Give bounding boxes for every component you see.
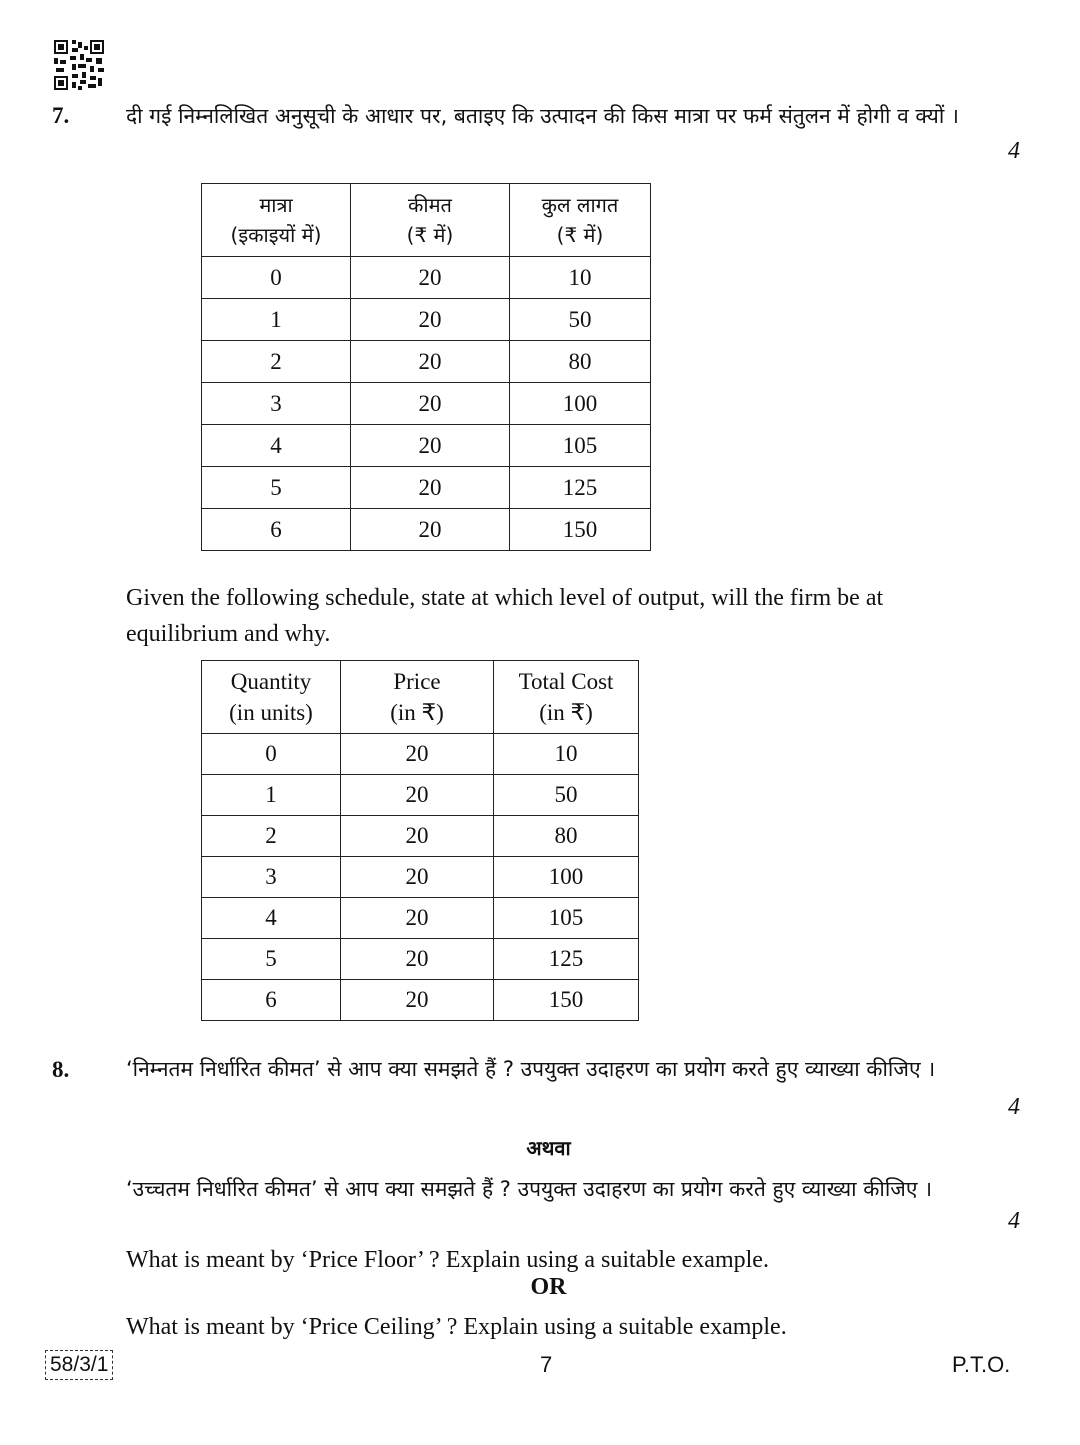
table-cell: 105 <box>494 898 639 939</box>
table-cell: 20 <box>351 257 510 299</box>
table-row <box>202 509 651 551</box>
or-separator-hindi: अथवा <box>526 1136 571 1160</box>
table-cell: 2 <box>202 816 341 857</box>
table-row <box>202 857 639 898</box>
question-7-hindi-text: दी गई निम्नलिखित अनुसूची के आधार पर, बताइए कि उत्पादन की किस मात्रा पर फर्म संतुलन में होगी व क्यों । <box>126 104 959 128</box>
table-cell: 5 <box>202 939 341 980</box>
table-cell: 150 <box>510 509 651 551</box>
table-cell: 80 <box>510 341 651 383</box>
table-header-cell: Price (in ₹) <box>341 661 494 734</box>
table-cell: 20 <box>341 980 494 1021</box>
question-8-english-alternative-text: What is meant by ‘Price Ceiling’ ? Explain using a suitable example. <box>126 1314 787 1340</box>
schedule-table-hindi <box>201 183 651 551</box>
table-row <box>202 775 639 816</box>
table-cell: 6 <box>202 509 351 551</box>
table-row <box>202 467 651 509</box>
table-header-cell: कीमत (₹ में) <box>351 184 510 257</box>
table-cell: 50 <box>510 299 651 341</box>
table-cell: 1 <box>202 775 341 816</box>
table-cell: 5 <box>202 467 351 509</box>
table-cell: 125 <box>494 939 639 980</box>
table-cell: 100 <box>510 383 651 425</box>
question-7-english-text: Given the following schedule, state at which level of output, will the firm be at equilibrium and why. <box>126 585 884 647</box>
table-row <box>202 257 651 299</box>
table-cell: 20 <box>341 734 494 775</box>
question-8-alternative-marks: 4 <box>1008 1208 1020 1234</box>
question-8-marks: 4 <box>1008 1094 1020 1120</box>
qr-code-icon <box>53 40 105 90</box>
table-header-cell: मात्रा (इकाइयों में) <box>202 184 351 257</box>
page-number: 7 <box>540 1352 553 1377</box>
table-cell: 20 <box>341 816 494 857</box>
or-separator-english: OR <box>530 1274 567 1300</box>
table-row <box>202 898 639 939</box>
schedule-table-english <box>201 660 639 1021</box>
table-cell: 10 <box>494 734 639 775</box>
question-8-english-text: What is meant by ‘Price Floor’ ? Explain using a suitable example. <box>126 1247 769 1273</box>
table-cell: 125 <box>510 467 651 509</box>
table-header-cell: Total Cost (in ₹) <box>494 661 639 734</box>
table-cell: 3 <box>202 857 341 898</box>
table-cell: 1 <box>202 299 351 341</box>
table-cell: 20 <box>341 775 494 816</box>
table-row <box>202 341 651 383</box>
table-header-cell: Quantity (in units) <box>202 661 341 734</box>
table-cell: 20 <box>351 341 510 383</box>
table-cell: 3 <box>202 383 351 425</box>
table-cell: 0 <box>202 257 351 299</box>
table-row <box>202 816 639 857</box>
table-row <box>202 383 651 425</box>
table-cell: 50 <box>494 775 639 816</box>
table-header-cell: कुल लागत (₹ में) <box>510 184 651 257</box>
question-number: 8. <box>52 1057 70 1082</box>
table-cell: 10 <box>510 257 651 299</box>
table-cell: 6 <box>202 980 341 1021</box>
table-row <box>202 734 639 775</box>
table-cell: 105 <box>510 425 651 467</box>
table-cell: 20 <box>341 898 494 939</box>
table-row <box>202 425 651 467</box>
table-cell: 4 <box>202 898 341 939</box>
table-cell: 20 <box>341 939 494 980</box>
table-cell: 80 <box>494 816 639 857</box>
table-cell: 20 <box>351 299 510 341</box>
table-cell: 20 <box>351 425 510 467</box>
please-turn-over: P.T.O. <box>952 1352 1011 1377</box>
question-number: 7. <box>52 103 70 128</box>
table-row <box>202 299 651 341</box>
table-cell: 150 <box>494 980 639 1021</box>
table-cell: 20 <box>341 857 494 898</box>
question-8-hindi-text: ‘निम्नतम निर्धारित कीमत’ से आप क्या समझते हैं ? उपयुक्त उदाहरण का प्रयोग करते हुए व्याख्या कीजिए । <box>126 1057 936 1081</box>
table-cell: 20 <box>351 383 510 425</box>
table-cell: 20 <box>351 509 510 551</box>
table-cell: 100 <box>494 857 639 898</box>
table-cell: 20 <box>351 467 510 509</box>
table-cell: 4 <box>202 425 351 467</box>
table-row <box>202 980 639 1021</box>
table-cell: 0 <box>202 734 341 775</box>
question-8-hindi-alternative-text: ‘उच्चतम निर्धारित कीमत’ से आप क्या समझते हैं ? उपयुक्त उदाहरण का प्रयोग करते हुए व्याख्या कीजिए । <box>126 1177 933 1201</box>
paper-code: 58/3/1 <box>45 1350 113 1380</box>
table-cell: 2 <box>202 341 351 383</box>
question-7-marks: 4 <box>1008 138 1020 164</box>
table-row <box>202 939 639 980</box>
